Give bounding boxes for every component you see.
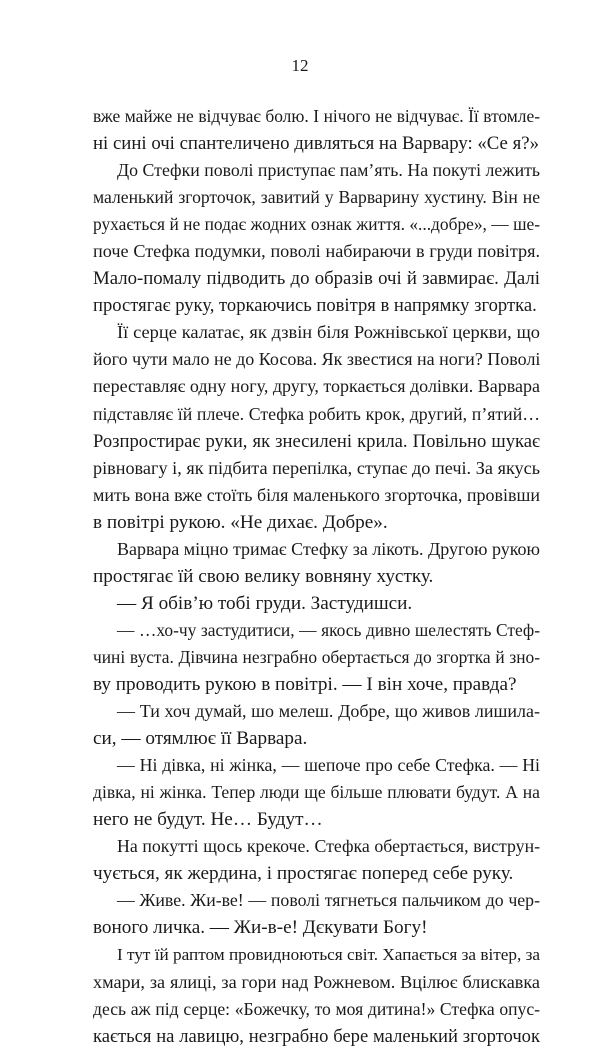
- text-line: Розпростирає руки, як знесилені крила. Повільно шукає: [93, 430, 540, 452]
- text-line: десь аж під серце: «Божечку, то моя дитина!» Стефка опус-: [93, 998, 540, 1019]
- text-line: поче Стефка подумки, поволі набираючи в груди повітря.: [93, 241, 540, 262]
- text-line: маленький згорточок, завитий у Варварину хустину. Він не: [93, 187, 540, 208]
- text-line: в повітрі рукою. «Не дихає. Добре».: [93, 511, 388, 533]
- text-line: На покутті щось крекоче. Стефка обертається, виструн-: [117, 836, 540, 857]
- text-line: ву проводить рукою в повітрі. — І він хоче, правда?: [93, 673, 517, 695]
- text-line: кається на лавицю, незграбно бере маленький згорточок: [93, 1025, 540, 1047]
- text-line: Мало-помалу підводить до образів очі й завмирає. Далі: [93, 268, 540, 290]
- text-line: — Ні дівка, ні жінка, — шепоче про себе Стефка. — Ні: [117, 755, 540, 776]
- text-line: него не будут. Не… Будут…: [93, 809, 323, 831]
- text-line: чині вуста. Дівчина незграбно обертається до згортка й зно-: [93, 646, 540, 667]
- text-line: воного личка. — Жи-в-е! Дєкувати Богу!: [93, 917, 428, 939]
- text-line: І тут їй раптом провидноються світ. Хапається за вітер, за: [117, 945, 540, 965]
- text-line: мить вона вже стоїть біля маленького згорточка, провівши: [93, 484, 540, 505]
- text-line: рівновагу і, як підбита перепілка, ступає до печі. За якусь: [93, 457, 540, 478]
- text-line: хмари, за ялиці, за гори над Рожневом. Вцілює блискавка: [93, 971, 540, 992]
- text-line: його чути мало не до Косова. Як звестися на ноги? Поволі: [93, 349, 541, 370]
- text-line: ні сині очі спантеличено дивляться на Варвару: «Се я?»: [93, 133, 539, 155]
- text-line: переставляє одну ногу, другу, торкається долівки. Варвара: [93, 376, 541, 397]
- body-text: [93, 103, 540, 1050]
- text-line: вже майже не відчуває болю. І нічого не відчуває. Її втомле-: [93, 106, 540, 126]
- text-line: Варвара міцно тримає Стефку за лікоть. Другою рукою: [117, 538, 540, 559]
- text-line: рухається й не подає жодних ознак життя. «...добре», — ше-: [93, 214, 540, 235]
- page-number: 12: [291, 56, 309, 75]
- text-line: — Ти хоч думай, шо мелеш. Добре, що живов лишила-: [117, 701, 540, 722]
- text-line: — Я обів’ю тобі груди. Застудишси.: [117, 592, 413, 614]
- text-line: си, — отямлює її Варвара.: [93, 728, 308, 750]
- text-line: дівка, ні жінка. Тепер люди ще більше плювати будут. А на: [93, 782, 540, 803]
- text-line: простягає руку, торкаючись повітря в напрямку згортка.: [93, 295, 537, 317]
- text-line: Її серце калатає, як дзвін біля Рожнівської церкви, що: [117, 322, 540, 343]
- text-line: чується, як жердина, і простягає поперед себе руку.: [93, 863, 514, 885]
- text-line: До Стефки поволі приступає пам’ять. На покуті лежить: [117, 160, 540, 181]
- text-line: підставляє їй плече. Стефка робить крок, другий, п’ятий…: [93, 403, 540, 424]
- text-line: — Живе. Жи-ве! — поволі тягнеться пальчиком до чер-: [117, 890, 540, 911]
- text-line: — …хо-чу застудитиси, — якось дивно шелестять Стеф-: [117, 619, 540, 640]
- text-line: простягає їй свою велику вовняну хустку.: [93, 565, 434, 587]
